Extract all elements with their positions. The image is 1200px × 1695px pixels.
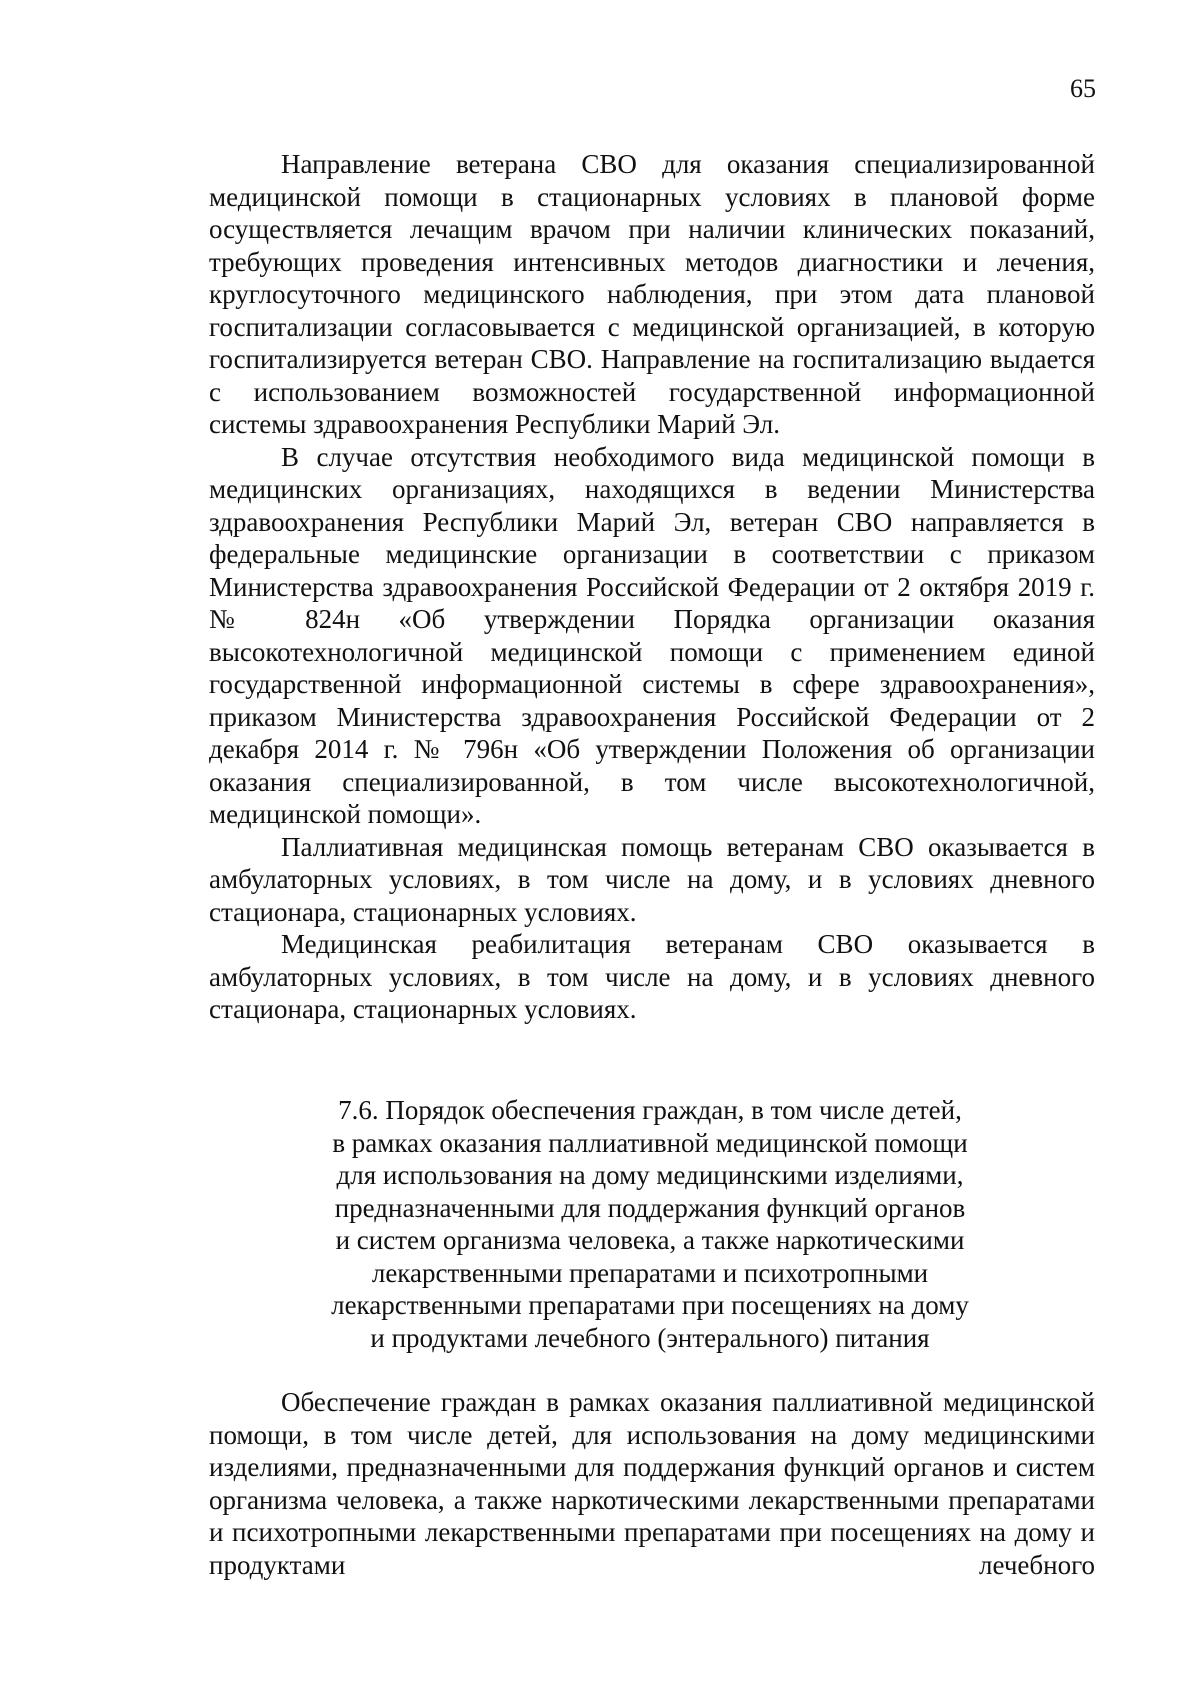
paragraph-federal-organizations: В случае отсутствия необходимого вида медицинской помощи в медицинских организациях, находящихся в ведении Министерства здравоохранения Республики Марий Эл, ветеран СВО направляется в федеральные медицинские организации в соответствии с приказом Министерства здравоохранения Российской Федерации от 2 октября 2019 г. № 824н «Об утверждении Порядка организации оказания высокотехнологичной медицинской помощи с применением единой государственной информационной системы в сфере здравоохранения», приказом Министерства здравоохранения Российской Федерации от 2 декабря 2014 г. № 796н «Об утверждении Положения об организации оказания специализированной, в том числе высокотехнологичной, медицинской помощи». [209, 441, 1095, 829]
page-number: 65 [1070, 74, 1096, 103]
paragraph-palliative-care: Паллиативная медицинская помощь ветеранам СВО оказывается в амбулаторных условиях, в том числе на дому, и в условиях дневного стационара, стационарных условиях. [209, 831, 1095, 927]
section-heading: 7.6. Порядок обеспечения граждан, в том числе детей, в рамках оказания паллиативной медицинской помощи для использования на дому медицинскими изделиями, предназначенными для поддержания функций органов и систем организма человека, а также наркотическими лекарственными препаратами и психотропными лекарственными препаратами при посещениях на дому и продуктами лечебного (энтерального) питания [331, 1095, 969, 1353]
paragraph-referral-planned-care: Направление ветерана СВО для оказания специализированной медицинской помощи в стационарных условиях в плановой форме осуществляется лечащим врачом при наличии клинических показаний, требующих проведения интенсивных методов диагностики и лечения, круглосуточного медицинского наблюдения, при этом дата плановой госпитализации согласовывается с медицинской организацией, в которую госпитализируется ветеран СВО. Направление на госпитализацию выдается с использованием возможностей государственной информационной системы здравоохранения Республики Марий Эл. [209, 149, 1095, 439]
paragraph-medical-rehabilitation: Медицинская реабилитация ветеранам СВО оказывается в амбулаторных условиях, в том числе на дому, и в условиях дневного стационара, стационарных условиях. [209, 929, 1095, 1024]
body-text-top [209, 148, 1095, 1026]
body-text-bottom [209, 1386, 1095, 1581]
paragraph-provision-palliative: Обеспечение граждан в рамках оказания паллиативной медицинской помощи, в том числе детей, для использования на дому медицинскими изделиями, предназначенными для поддержания функций органов и систем организма человека, а также наркотическими лекарственными препаратами и психотропными лекарственными препаратами при посещениях на дому и продуктами лечебного [209, 1387, 1095, 1580]
